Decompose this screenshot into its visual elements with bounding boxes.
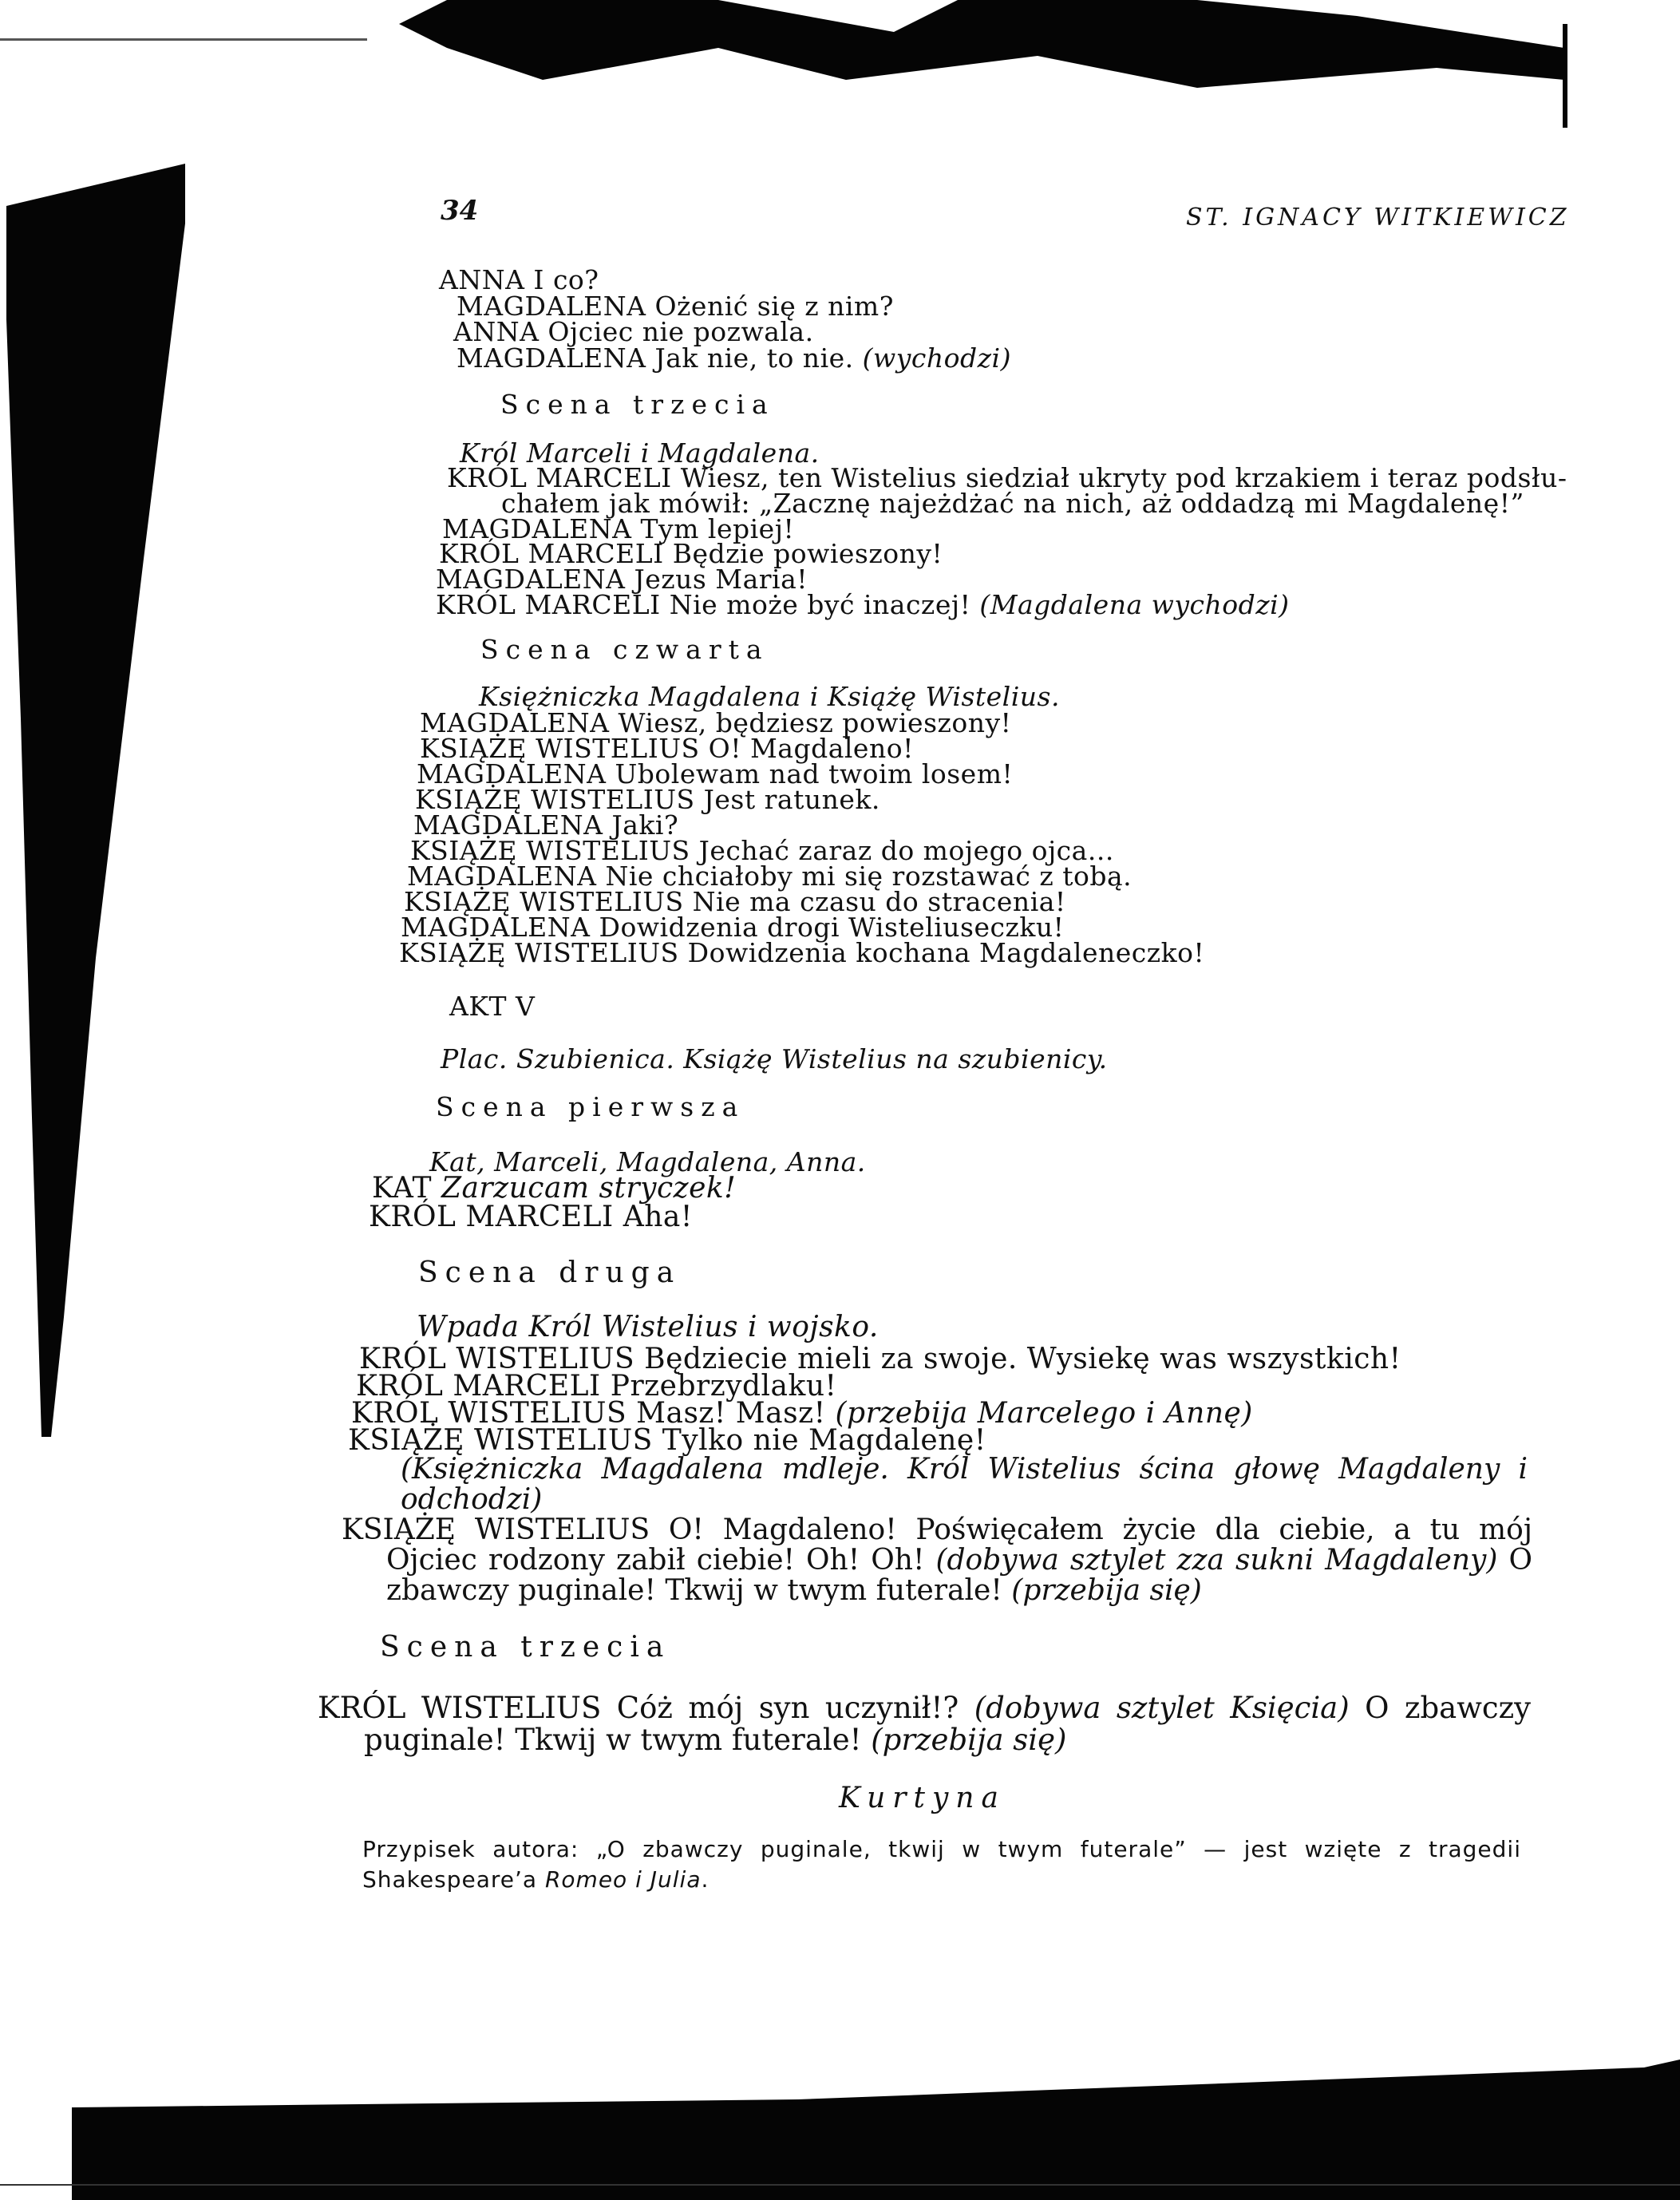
- scene-persons: Kat, Marceli, Magdalena, Anna.: [429, 1146, 866, 1177]
- dialogue-line: MAGDALENA Ubolewam nad twoim losem!: [417, 758, 1014, 789]
- scene-heading: Scena druga: [418, 1256, 682, 1289]
- scene-persons: Król Marceli i Magdalena.: [460, 437, 820, 469]
- scan-right-tick: [1563, 24, 1567, 128]
- scene-heading: Scena pierwsza: [436, 1091, 745, 1122]
- stage-direction: (Księżniczka Magdalena mdleje. Król Wistelius ścina głowę Magdaleny i odchodzi): [401, 1453, 1528, 1516]
- act-setting: Plac. Szubienica. Książę Wistelius na szubienicy.: [441, 1043, 1108, 1074]
- dialogue-line: MAGDALENA Dowidzenia drogi Wisteliuseczku!: [401, 912, 1065, 943]
- dialogue-line: KSIĄŻĘ WISTELIUS O! Magdaleno!: [420, 733, 914, 764]
- scene-heading: Scena trzecia: [500, 389, 775, 420]
- dialogue-line: KRÓL MARCELI Aha!: [369, 1201, 693, 1233]
- scene-persons: Księżniczka Magdalena i Książę Wistelius.: [479, 681, 1060, 712]
- dialogue-line: MAGDALENA Jezus Maria!: [436, 564, 808, 595]
- dialogue-line: MAGDALENA Jaki?: [413, 809, 679, 841]
- dialogue-line: MAGDALENA Jak nie, to nie. (wychodzi): [457, 342, 1011, 374]
- dialogue-line: KSIĄŻĘ WISTELIUS Jechać zaraz do mojego ojca...: [410, 835, 1114, 866]
- author-footnote: Przypisek autora: „O zbawczy puginale, tkwij w twym futerale” — jest wzięte z tragedii Shakespeare’a Romeo i Julia.: [362, 1836, 1521, 1893]
- dialogue-continuation: chałem jak mówił: „Zacznę najeżdżać na nich, aż oddadzą mi Magdalenę!”: [501, 488, 1524, 519]
- dialogue-line: KRÓL MARCELI Nie może być inaczej! (Magdalena wychodzi): [436, 589, 1290, 620]
- dialogue-line: KSIĄŻĘ WISTELIUS Dowidzenia kochana Magdaleneczko!: [399, 937, 1205, 968]
- scan-bottom-line: [0, 2184, 1680, 2186]
- act-heading: AKT V: [449, 991, 536, 1022]
- dialogue-paragraph: KSIĄŻĘ WISTELIUS O! Magdaleno! Poświęcałem życie dla ciebie, a tu mój Ojciec rodzony zabił ciebie! Oh! Oh! (dobywa sztylet zza sukni Magdaleny) O zbawczy puginale! Tkwij w twym futerale! (przebija się): [342, 1513, 1532, 1607]
- dialogue-line: KSIĄŻĘ WISTELIUS Nie ma czasu do stracenia!: [404, 886, 1066, 917]
- page-number: 34: [441, 195, 479, 227]
- dialogue-line: MAGDALENA Wiesz, będziesz powieszony!: [420, 707, 1012, 738]
- dialogue-line: KSIĄŻĘ WISTELIUS Jest ratunek.: [415, 784, 880, 815]
- dialogue-line: ANNA I co?: [439, 264, 599, 295]
- scan-left-edge: [0, 0, 192, 1477]
- curtain: Kurtyna: [839, 1782, 1006, 1814]
- scan-top-edge: [399, 0, 1564, 88]
- scan-top-rule: [0, 38, 367, 41]
- dialogue-line: ANNA Ojciec nie pozwala.: [453, 316, 814, 347]
- dialogue-line: KAT Zarzucam stryczek!: [372, 1172, 737, 1205]
- dialogue-line: MAGDALENA Ożenić się z nim?: [457, 291, 894, 322]
- dialogue-line: KSIĄŻĘ WISTELIUS Tylko nie Magdalenę!: [348, 1424, 986, 1457]
- dialogue-line: MAGDALENA Tym lepiej!: [442, 513, 795, 544]
- dialogue-line: KRÓL WISTELIUS Masz! Masz! (przebija Marcelego i Annę): [351, 1397, 1253, 1430]
- scene-heading: Scena trzecia: [380, 1631, 671, 1664]
- scan-bottom-edge: [0, 2060, 1680, 2200]
- scene-persons: Wpada Król Wistelius i wojsko.: [417, 1311, 879, 1343]
- dialogue-paragraph: KRÓL WISTELIUS Cóż mój syn uczynił!? (dobywa sztylet Księcia) O zbawczy puginale! Tkwij w twym futerale! (przebija się): [318, 1691, 1532, 1757]
- dialogue-line: KRÓL MARCELI Będzie powieszony!: [439, 538, 943, 569]
- dialogue-line: KRÓL WISTELIUS Będziecie mieli za swoje. Wysiekę was wszystkich!: [359, 1343, 1401, 1375]
- running-title: ST. IGNACY WITKIEWICZ: [1186, 204, 1570, 231]
- dialogue-line: MAGDALENA Nie chciałoby mi się rozstawać z tobą.: [407, 861, 1133, 892]
- scene-heading: Scena czwarta: [480, 634, 769, 665]
- dialogue-line: KRÓL MARCELI Wiesz, ten Wistelius siedział ukryty pod krzakiem i teraz podsłu-: [447, 462, 1567, 493]
- dialogue-line: KRÓL MARCELI Przebrzydlaku!: [356, 1370, 837, 1403]
